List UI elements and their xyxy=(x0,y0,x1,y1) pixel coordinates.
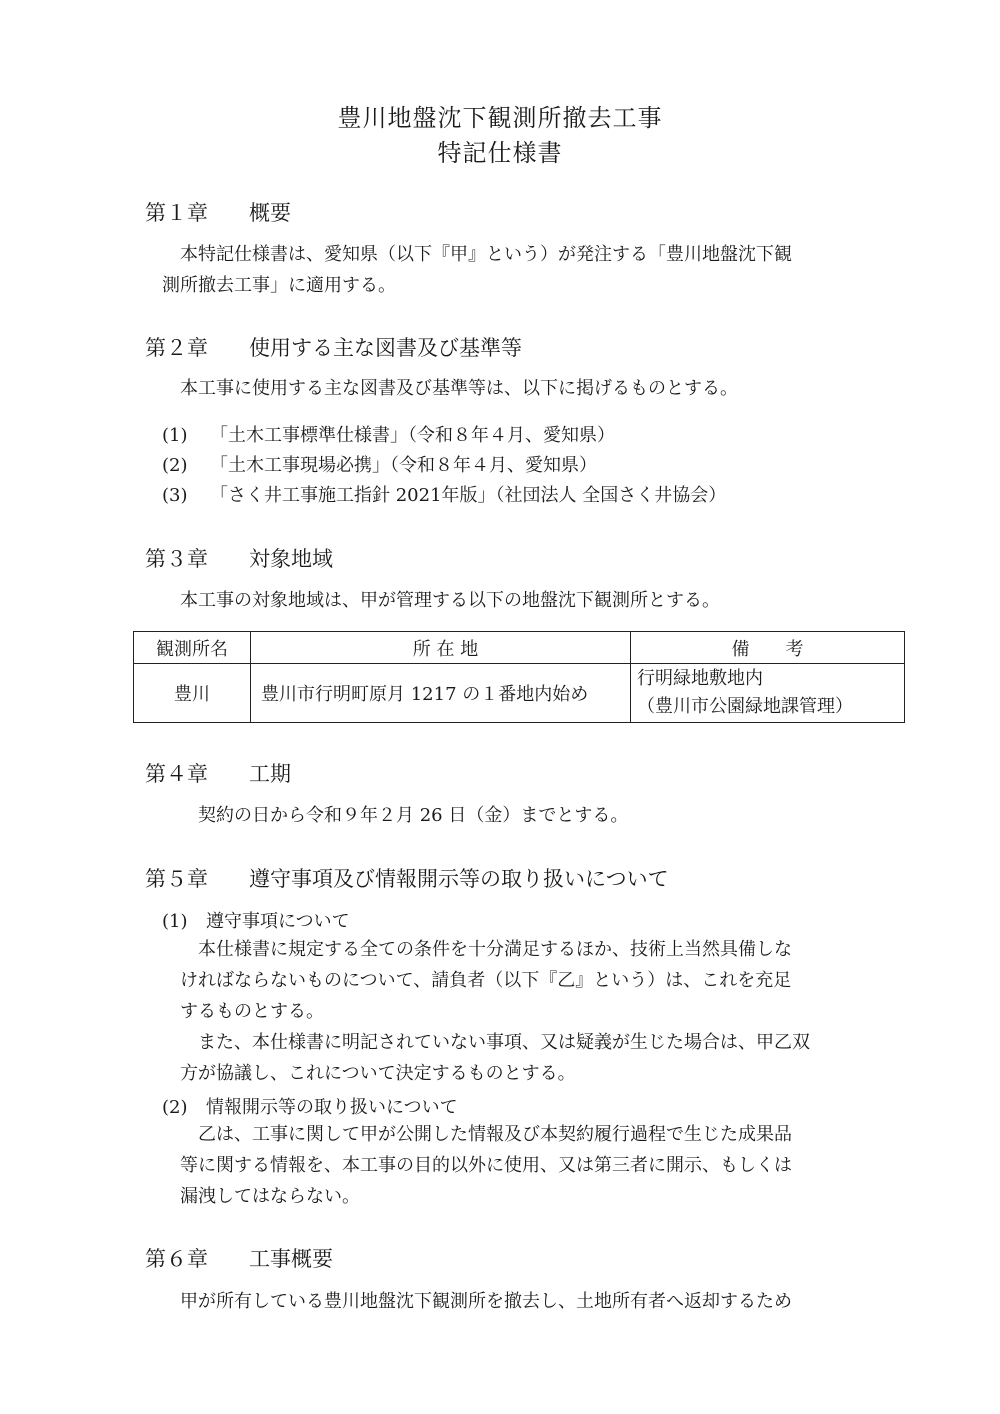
chapter-number: 第５章 xyxy=(145,867,208,891)
table-cell-address: 豊川市行明町原月 1217 の１番地内始め xyxy=(251,664,631,723)
paragraph-line: 乙は、工事に関して甲が公開した情報及び本契約履行過程で生じた成果品 xyxy=(198,1124,792,1145)
chapter-title: 使用する主な図書及び基準等 xyxy=(249,336,522,360)
list-number: (3) xyxy=(162,485,188,506)
chapter-number: 第６章 xyxy=(145,1247,208,1271)
document-title: 豊川地盤沈下観測所撤去工事 xyxy=(337,104,663,132)
chapter-number: 第２章 xyxy=(145,336,208,360)
list-number: (1) xyxy=(162,425,188,446)
paragraph-line: 本仕様書に規定する全ての条件を十分満足するほか、技術上当然具備しな xyxy=(198,939,792,960)
chapter-title: 工事概要 xyxy=(249,1247,333,1271)
chapter-title: 遵守事項及び情報開示等の取り扱いについて xyxy=(249,867,669,891)
subsection-number: (2) xyxy=(162,1097,188,1118)
column-header: 観測所名 xyxy=(134,632,251,664)
chapter-title: 対象地域 xyxy=(249,547,333,571)
list-text: 「さく井工事施工指針 2021年版」（社団法人 全国さく井協会） xyxy=(210,485,727,506)
table-cell-note xyxy=(631,664,905,723)
list-text: 「土木工事標準仕様書」（令和８年４月、愛知県） xyxy=(210,425,615,446)
subsection-2-heading xyxy=(162,1093,458,1119)
list-number: (2) xyxy=(162,455,188,476)
note-line: （豊川市公園緑地課管理） xyxy=(637,696,853,717)
list-item xyxy=(162,481,726,511)
chapter-5-heading xyxy=(145,863,669,893)
column-header: 備 考 xyxy=(631,632,905,664)
chapter-1-heading xyxy=(145,197,291,227)
subsection-1-heading xyxy=(162,907,350,933)
table-header-row xyxy=(134,632,905,664)
list-item xyxy=(162,421,615,451)
table-row xyxy=(134,664,905,723)
paragraph-line: 等に関する情報を、本工事の目的以外に使用、又は第三者に開示、もしくは xyxy=(180,1155,792,1176)
subsection-number: (1) xyxy=(162,911,188,932)
paragraph-line: 漏洩してはならない。 xyxy=(180,1186,360,1207)
table-cell-name: 豊川 xyxy=(134,664,251,723)
note-line: 行明緑地敷地内 xyxy=(637,668,763,689)
chapter-4-heading xyxy=(145,758,291,788)
column-header: 所 在 地 xyxy=(251,632,631,664)
observatory-table xyxy=(133,631,905,723)
chapter-number: 第３章 xyxy=(145,547,208,571)
list-item xyxy=(162,451,597,481)
subsection-title: 遵守事項について xyxy=(206,911,350,932)
paragraph-line: 測所撤去工事」に適用する。 xyxy=(162,275,396,296)
paragraph-line: 方が協議し、これについて決定するものとする。 xyxy=(180,1063,576,1084)
paragraph-line: 甲が所有している豊川地盤沈下観測所を撤去し、土地所有者へ返却するため xyxy=(180,1291,792,1312)
chapter-3-heading xyxy=(145,543,333,573)
document-subtitle: 特記仕様書 xyxy=(437,139,563,167)
paragraph-line: ければならないものについて、請負者（以下『乙』という）は、これを充足 xyxy=(180,970,792,991)
paragraph-line: また、本仕様書に明記されていない事項、又は疑義が生じた場合は、甲乙双 xyxy=(198,1032,810,1053)
chapter-6-heading xyxy=(145,1243,333,1273)
chapter-number: 第１章 xyxy=(145,201,208,225)
paragraph-line: するものとする。 xyxy=(180,1001,324,1022)
paragraph-line: 本工事に使用する主な図書及び基準等は、以下に掲げるものとする。 xyxy=(180,378,738,399)
chapter-title: 概要 xyxy=(249,201,291,225)
chapter-title: 工期 xyxy=(249,762,291,786)
list-text: 「土木工事現場必携」（令和８年４月、愛知県） xyxy=(210,455,597,476)
paragraph-line: 本工事の対象地域は、甲が管理する以下の地盤沈下観測所とする。 xyxy=(180,590,720,611)
chapter-2-heading xyxy=(145,332,522,362)
paragraph-line: 本特記仕様書は、愛知県（以下『甲』という）が発注する「豊川地盤沈下観 xyxy=(180,244,792,265)
subsection-title: 情報開示等の取り扱いについて xyxy=(206,1097,458,1118)
paragraph-line: 契約の日から令和９年２月 26 日（金）までとする。 xyxy=(198,805,629,826)
chapter-number: 第４章 xyxy=(145,762,208,786)
